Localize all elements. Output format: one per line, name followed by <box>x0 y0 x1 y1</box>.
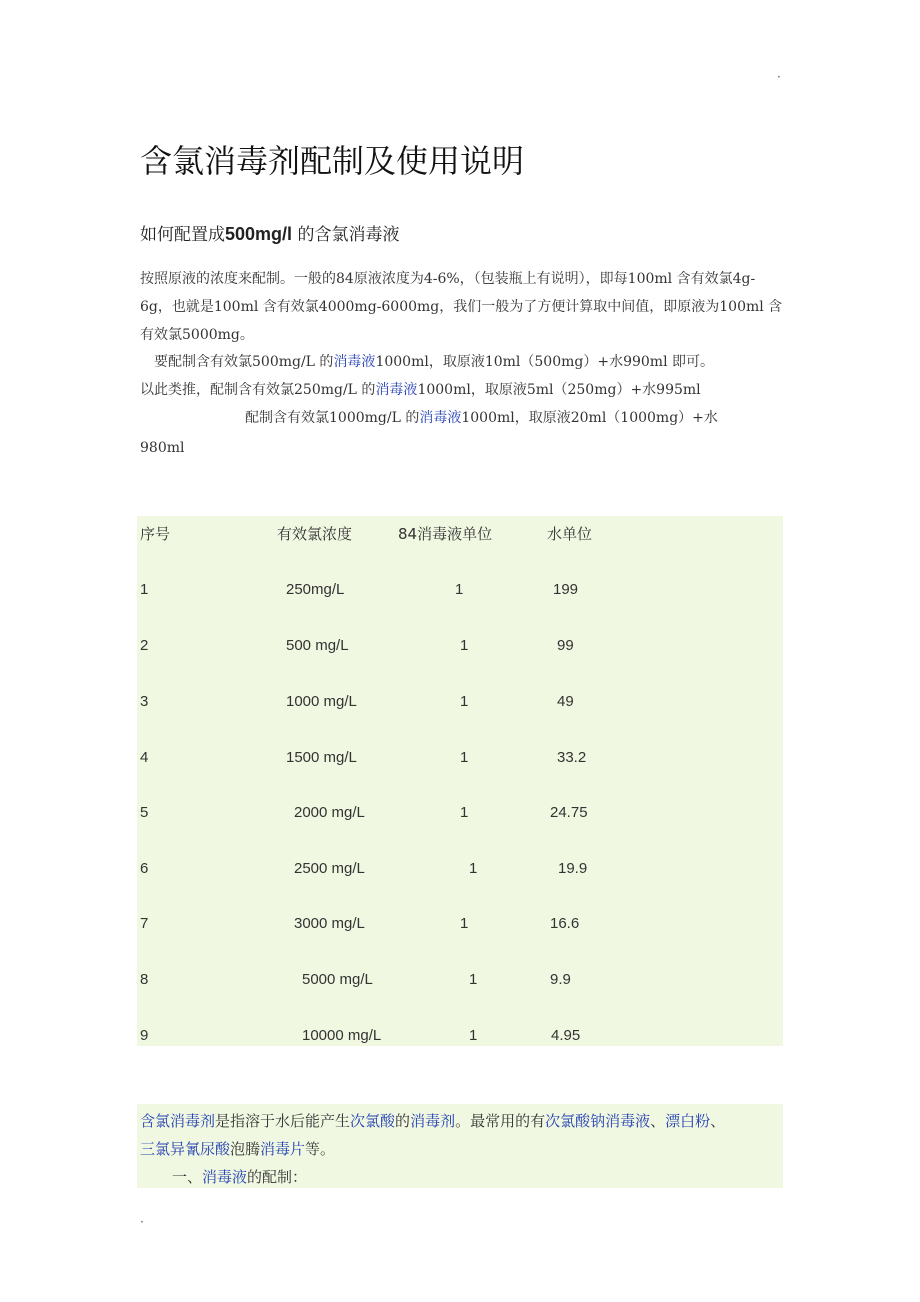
table-cell: 49 <box>557 693 574 710</box>
table-cell: 1 <box>469 860 478 877</box>
table-header-cell: 有效氯浓度 <box>277 525 353 543</box>
table-cell: 1 <box>460 693 469 710</box>
table-cell: 2500 mg/L <box>294 860 365 877</box>
table-cell: 199 <box>553 581 579 598</box>
note-text: 等。 <box>305 1140 336 1158</box>
table-cell: 9.9 <box>550 971 571 988</box>
table-cell: 19.9 <box>558 860 588 877</box>
disinfectant-link[interactable]: 消毒液 <box>333 354 376 370</box>
section-subtitle <box>140 222 399 247</box>
example-text: 要配制含有效氯500mg/L 的 <box>154 354 334 370</box>
note-text: 。最常用的有 <box>455 1112 546 1130</box>
table-header-cell: 序号 <box>140 525 171 543</box>
disinfectant-link[interactable]: 消毒液 <box>419 410 462 426</box>
chlorine-disinfectant-link[interactable]: 含氯消毒剂 <box>140 1112 216 1130</box>
example-line-2 <box>140 376 701 404</box>
table-cell: 1 <box>140 581 149 598</box>
note-text: 的 <box>395 1112 411 1130</box>
note-paragraph <box>140 1107 780 1163</box>
example-text: 1000ml，取原液10ml（500mg）+水990ml 即可。 <box>375 354 715 370</box>
table-cell: 1500 mg/L <box>286 749 357 766</box>
table-cell: 250mg/L <box>286 581 345 598</box>
note-text: 一、 <box>172 1168 203 1186</box>
table-cell: 33.2 <box>557 749 587 766</box>
table-cell: 1 <box>469 971 478 988</box>
table-cell: 1 <box>460 915 469 932</box>
example-text: 配制含有效氯1000mg/L 的 <box>245 410 420 426</box>
bleaching-powder-link[interactable]: 漂白粉 <box>665 1112 711 1130</box>
table-cell: 1 <box>455 581 464 598</box>
table-cell: 3000 mg/L <box>294 915 365 932</box>
table-cell: 500 mg/L <box>286 637 349 654</box>
table-cell: 5 <box>140 804 149 821</box>
table-header-cell: 水单位 <box>547 525 593 543</box>
example-line-3 <box>245 404 718 432</box>
note-text: 泡腾 <box>230 1140 261 1158</box>
table-cell: 7 <box>140 915 149 932</box>
note-text: 、 <box>710 1112 726 1130</box>
disinfectant-solution-link[interactable]: 消毒液 <box>202 1168 248 1186</box>
table-cell: 2000 mg/L <box>294 804 365 821</box>
table-cell: 2 <box>140 637 149 654</box>
disinfectant-agent-link[interactable]: 消毒剂 <box>410 1112 456 1130</box>
page-mark-top: · <box>777 70 781 84</box>
table-cell: 6 <box>140 860 149 877</box>
table-cell: 1 <box>469 1027 478 1044</box>
page-mark-bottom: · <box>140 1215 144 1229</box>
table-cell: 1 <box>460 749 469 766</box>
trichloroisocyanuric-acid-link[interactable]: 三氯异氰尿酸 <box>140 1140 231 1158</box>
example-text: 1000ml，取原液20ml（1000mg）+水 <box>461 410 718 426</box>
example-text: 以此类推，配制含有效氯250mg/L 的 <box>140 382 376 398</box>
table-cell: 99 <box>557 637 574 654</box>
note-text: 是指溶于水后能产生 <box>215 1112 351 1130</box>
table-cell: 1000 mg/L <box>286 693 357 710</box>
table-cell: 16.6 <box>550 915 580 932</box>
table-cell: 10000 mg/L <box>302 1027 382 1044</box>
subtitle-value: 500mg/l <box>225 224 293 244</box>
table-cell: 8 <box>140 971 149 988</box>
subtitle-suffix: 的含氯消毒液 <box>292 225 400 245</box>
table-cell: 1 <box>460 804 469 821</box>
note-section-heading <box>172 1163 307 1191</box>
table-cell: 5000 mg/L <box>302 971 373 988</box>
table-cell: 3 <box>140 693 149 710</box>
note-text: 的配制： <box>247 1168 308 1186</box>
table-cell: 4 <box>140 749 149 766</box>
table-cell: 24.75 <box>550 804 588 821</box>
table-cell: 9 <box>140 1027 149 1044</box>
hypochlorous-acid-link[interactable]: 次氯酸 <box>350 1112 396 1130</box>
example-line-1 <box>154 348 714 376</box>
table-cell: 4.95 <box>551 1027 581 1044</box>
table-header-cell: 84消毒液单位 <box>398 525 493 543</box>
table-cell: 1 <box>460 637 469 654</box>
page-title: 含氯消毒剂配制及使用说明 <box>140 142 525 180</box>
sodium-hypochlorite-link[interactable]: 次氯酸钠消毒液 <box>545 1112 651 1130</box>
subtitle-prefix: 如何配置成 <box>140 225 225 245</box>
example-line-4: 980ml <box>140 440 185 456</box>
example-text: 1000ml，取原液5ml（250mg）+水995ml <box>417 382 701 398</box>
intro-paragraph: 按照原液的浓度来配制。一般的84原液浓度为4-6%，（包装瓶上有说明），即每100ml 含有效氯4g-6g，也就是100ml 含有效氯4000mg-6000mg，我们一般为了方便计算取中间值，即原液为100ml 含有效氯5000mg。 <box>140 271 783 343</box>
note-text: 、 <box>650 1112 666 1130</box>
disinfection-tablet-link[interactable]: 消毒片 <box>260 1140 306 1158</box>
disinfectant-link[interactable]: 消毒液 <box>375 382 418 398</box>
